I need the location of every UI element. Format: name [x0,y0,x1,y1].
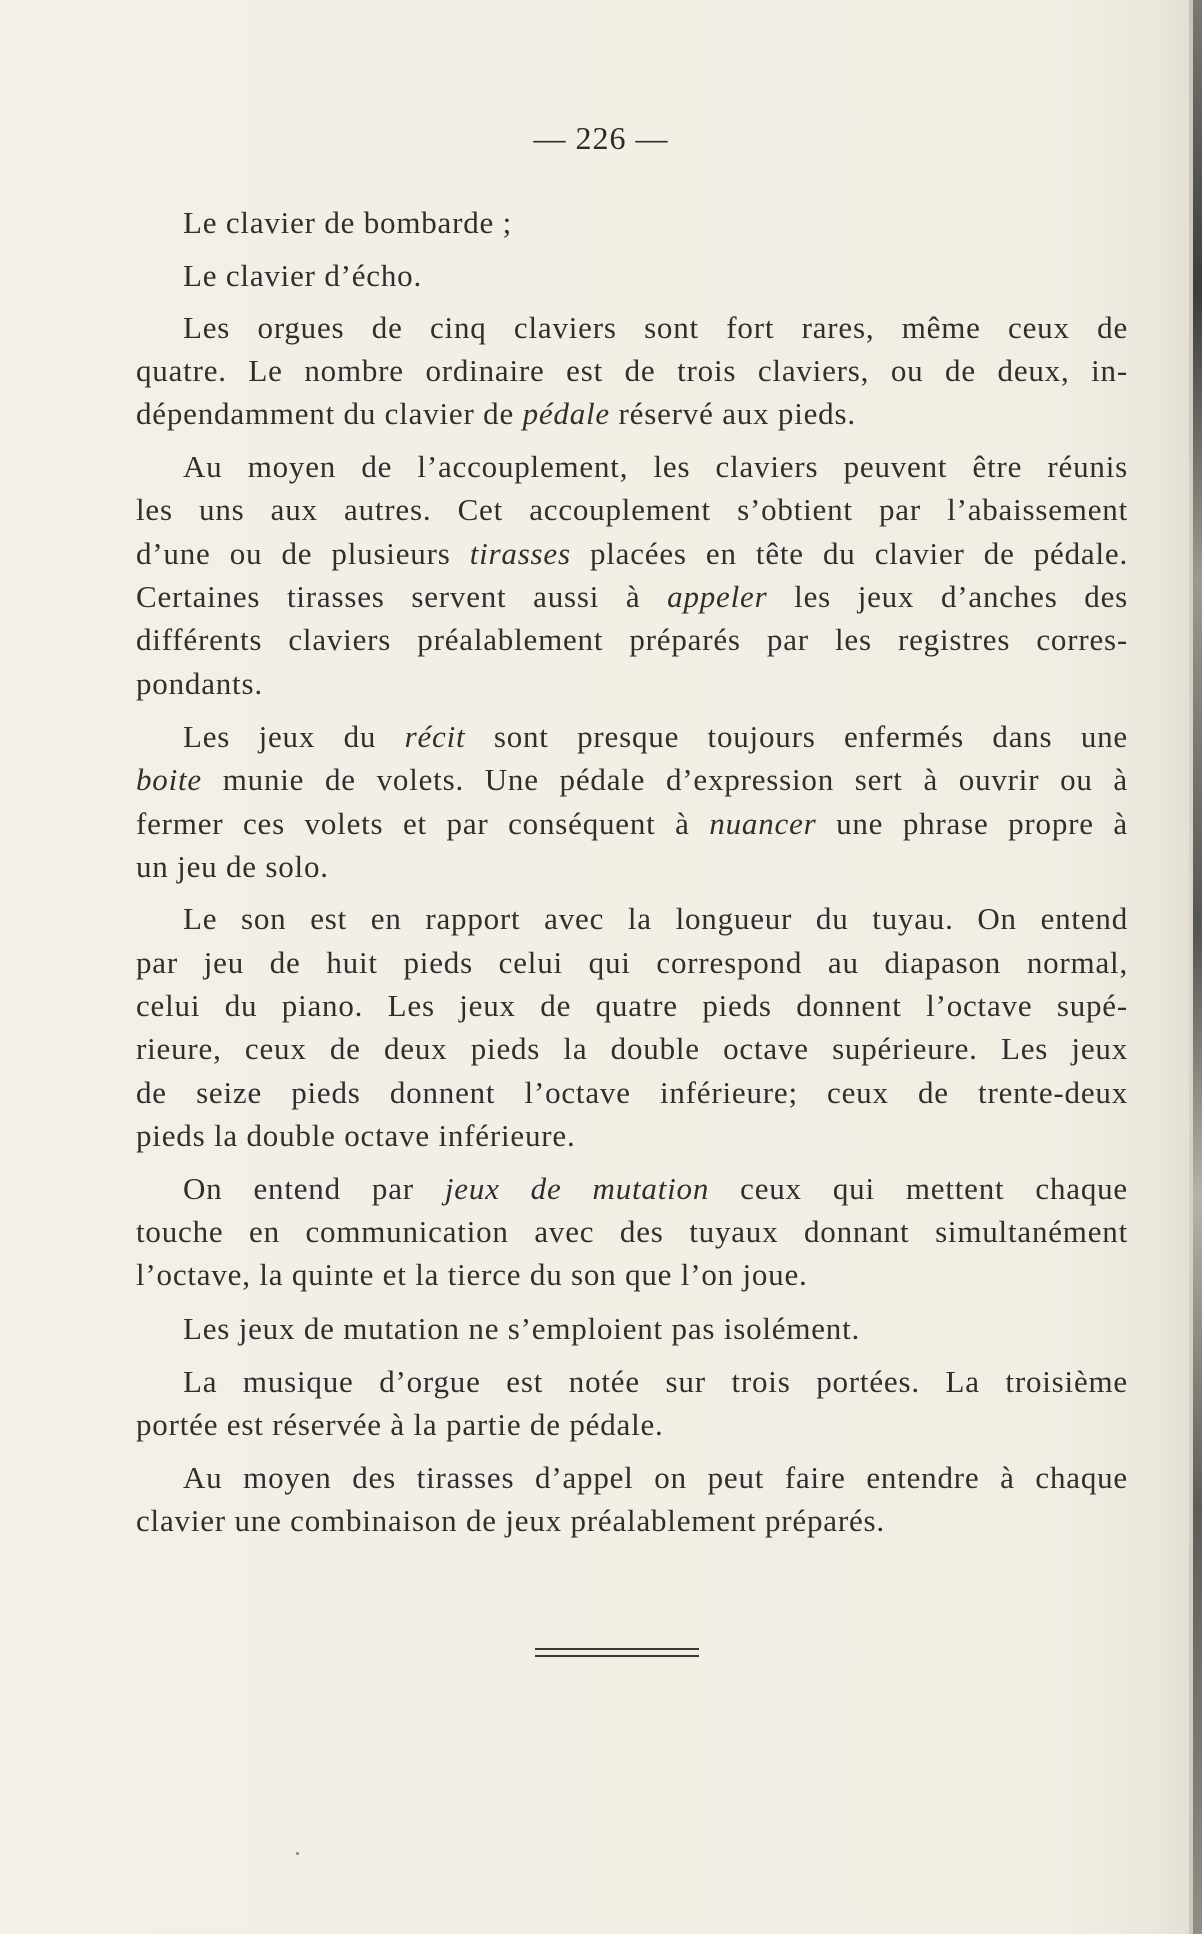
text-line [136,849,329,885]
text-span: Les jeux du [183,719,405,754]
text-span: pieds la double octave inférieure. [136,1118,576,1153]
text-span: On entend par [183,1171,445,1206]
text-line [183,1171,1128,1207]
text-line [136,945,1128,981]
text-span: dépendamment du clavier de [136,396,523,431]
text-span: Au moyen des tirasses d’appel on peut faire entendre à chaque [183,1460,1128,1495]
text-line [136,579,1128,615]
text-span: Certaines tirasses servent aussi à [136,579,668,614]
text-span: Au moyen de l’accouplement, les claviers peuvent être réunis [183,449,1128,484]
text-span: d’une ou de plusieurs [136,536,470,571]
text-span: sont presque toujours enfermés dans une [465,719,1128,754]
text-line [136,492,1128,528]
text-line [136,1118,576,1154]
text-line [136,1257,808,1293]
text-span: une phrase propre à [816,806,1128,841]
book-binding-edge [1193,0,1202,1934]
text-line [136,536,1128,572]
text-line [183,449,1128,485]
italic-term: nuancer [709,806,817,841]
text-span: les uns aux autres. Cet accouplement s’obtient par l’abaissement [136,492,1128,527]
text-line [183,310,1128,346]
text-line [136,988,1128,1024]
text-span: réservé aux pieds. [610,396,856,431]
text-line [183,258,422,294]
text-span: touche en communication avec des tuyaux donnant simultanément [136,1214,1128,1249]
text-line [136,1075,1128,1111]
text-line [136,762,1128,798]
text-span: l’octave, la quinte et la tierce du son que l’on joue. [136,1257,808,1292]
text-span: Le clavier d’écho. [183,258,423,293]
text-line [136,806,1128,842]
text-span: portée est réservée à la partie de pédale. [136,1407,664,1442]
text-line [136,396,856,432]
text-span: Le son est en rapport avec la longueur du tuyau. On entend [183,901,1128,936]
italic-term: appeler [667,579,768,614]
text-span: La musique d’orgue est notée sur trois portées. La troisième [183,1364,1128,1399]
text-span: rieure, ceux de deux pieds la double octave supérieure. Les jeux [136,1031,1128,1066]
end-rule-top [535,1648,699,1650]
text-span: fermer ces volets et par conséquent à [136,806,710,841]
italic-term: tirasses [469,536,571,571]
italic-term: jeux de mutation [444,1171,710,1206]
paper-speck [296,1852,299,1855]
text-span: clavier une combinaison de jeux préalablement préparés. [136,1503,885,1538]
text-line [183,719,1128,755]
text-line [136,1031,1128,1067]
text-span: Le clavier de bombarde ; [183,205,513,240]
text-span: différents claviers préalablement préparés par les registres corres- [136,622,1128,657]
text-line [183,901,1128,937]
text-line [183,205,512,241]
italic-term: récit [404,719,466,754]
italic-term: pédale [522,396,610,431]
text-span: celui du piano. Les jeux de quatre pieds donnent l’octave supé- [136,988,1128,1023]
text-line [136,353,1128,389]
text-span: par jeu de huit pieds celui qui correspond au diapason normal, [136,945,1128,980]
end-rule-bottom [535,1655,699,1657]
text-span: les jeux d’anches des [767,579,1128,614]
text-line [136,1214,1128,1250]
text-line [136,1503,885,1539]
text-span: pondants. [136,666,263,701]
text-line [136,1407,664,1443]
text-line [183,1364,1128,1400]
text-line [183,1311,860,1347]
text-line [136,666,263,702]
text-span: ceux qui mettent chaque [709,1171,1128,1206]
text-span: Les orgues de cinq claviers sont fort rares, même ceux de [183,310,1128,345]
text-line [183,1460,1128,1496]
text-span: Les jeux de mutation ne s’emploient pas isolément. [183,1311,861,1346]
text-line [136,622,1128,658]
text-span: placées en tête du clavier de pédale. [570,536,1128,571]
text-span: de seize pieds donnent l’octave inférieure; ceux de trente-deux [136,1075,1128,1110]
text-span: quatre. Le nombre ordinaire est de trois claviers, ou de deux, in- [136,353,1128,388]
page-number: — 226 — [533,120,669,156]
italic-term: boite [136,762,202,797]
text-span: munie de volets. Une pédale d’expression sert à ouvrir ou à [202,762,1128,797]
text-span: un jeu de solo. [136,849,329,884]
